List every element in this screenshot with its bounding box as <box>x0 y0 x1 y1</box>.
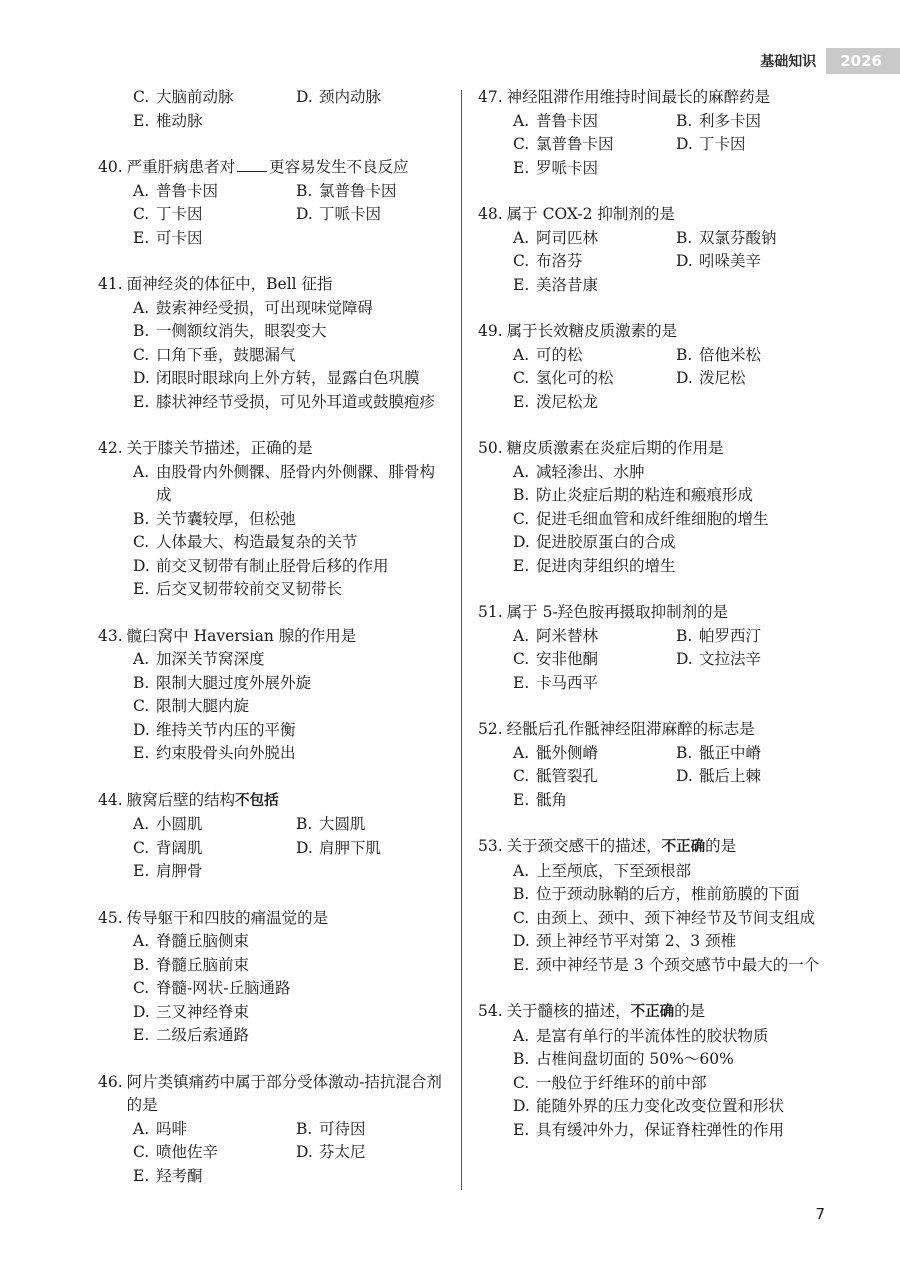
question-stem: 关于膝关节描述，正确的是 <box>126 439 313 457</box>
question-stem: 关于颈交感干的描述，不正确的是 <box>506 837 737 855</box>
question-45 <box>98 907 448 1048</box>
option-A: A. 脊髓丘脑侧束 <box>133 932 250 950</box>
option-A: A. 小圆肌 <box>133 815 203 833</box>
option-E: E. 骶角 <box>513 790 568 809</box>
option-C: C. 由颈上、颈中、颈下神经节及节间支组成 <box>513 908 816 927</box>
option-B: B. 双氯芬酸钠 <box>676 228 777 247</box>
option-C: C. 一般位于纤维环的前中部 <box>513 1073 707 1092</box>
option-E: E. 后交叉韧带较前交叉韧带长 <box>133 580 343 598</box>
right-column <box>478 86 858 1165</box>
option-C: C. 促进毛细血管和成纤维细胞的增生 <box>513 509 769 528</box>
question-stem: 面神经炎的体征中，Bell 征指 <box>126 275 333 293</box>
option-C: C. 大脑前动脉 <box>133 88 234 106</box>
option-B: B. 防止炎症后期的粘连和瘢痕形成 <box>513 486 754 504</box>
option-E: E. 约束股骨头向外脱出 <box>133 744 296 762</box>
option-D: D. 骶后上棘 <box>676 767 762 785</box>
option-E: E. 椎动脉 <box>133 111 203 130</box>
option-B: B. 帕罗西汀 <box>676 626 762 645</box>
option-E: E. 具有缓冲外力，保证脊柱弹性的作用 <box>513 1120 785 1139</box>
question-51 <box>478 601 858 695</box>
option-B: B. 氯普鲁卡因 <box>296 181 397 200</box>
option-A: A. 普鲁卡因 <box>133 181 219 200</box>
option-E: E. 泼尼松龙 <box>513 392 599 411</box>
question-42 <box>98 437 448 602</box>
option-A: A. 阿司匹林 <box>513 228 599 247</box>
option-E: E. 可卡因 <box>133 228 203 247</box>
option-C: C. 安非他酮 <box>513 650 599 668</box>
option-B: B. 一侧额纹消失，眼裂变大 <box>133 322 327 340</box>
question-stem: 经骶后孔作骶神经阻滞麻醉的标志是 <box>506 720 755 738</box>
question-stem: 属于长效糖皮质激素的是 <box>506 322 678 340</box>
question-stem: 神经阻滞作用维持时间最长的麻醉药是 <box>506 88 771 106</box>
option-E: E. 促进肉芽组织的增生 <box>513 556 676 575</box>
option-E: E. 罗哌卡因 <box>513 158 599 177</box>
option-A: A. 吗啡 <box>133 1119 188 1138</box>
option-D: D. 芬太尼 <box>296 1143 366 1161</box>
option-E: E. 肩胛骨 <box>133 862 203 880</box>
question-number: 40. <box>98 158 123 176</box>
option-A: A. 由股骨内外侧髁、胫骨内外侧髁、腓骨构成 <box>133 462 436 504</box>
option-D: D. 丁卡因 <box>676 135 746 153</box>
option-B: B. 关节囊较厚，但松弛 <box>133 509 296 528</box>
question-number: 46. <box>98 1072 123 1091</box>
question-stem: 属于 5-羟色胺再摄取抑制剂的是 <box>506 603 729 621</box>
option-C: C. 氢化可的松 <box>513 369 614 387</box>
question-number: 45. <box>98 908 123 927</box>
question-48 <box>478 203 858 297</box>
question-number: 50. <box>478 439 503 457</box>
option-D: D. 三叉神经脊束 <box>133 1002 250 1021</box>
option-A: A. 减轻渗出、水肿 <box>513 462 645 481</box>
question-40 <box>98 156 448 250</box>
left-column <box>98 86 448 1211</box>
answer-blank <box>237 157 267 172</box>
option-B: B. 可待因 <box>296 1119 366 1138</box>
option-D: D. 颈内动脉 <box>296 88 382 106</box>
option-B: B. 脊髓丘脑前束 <box>133 955 250 974</box>
option-D: D. 闭眼时眼球向上外方转，显露白色巩膜 <box>133 369 420 387</box>
question-46 <box>98 1071 448 1189</box>
option-B: B. 占椎间盘切面的 50%～60% <box>513 1050 734 1068</box>
question-stem: 属于 COX-2 抑制剂的是 <box>506 205 675 223</box>
question-number: 52. <box>478 720 503 738</box>
question-number: 44. <box>98 790 123 809</box>
option-D: D. 文拉法辛 <box>676 650 762 668</box>
question-number: 41. <box>98 275 123 293</box>
question-44 <box>98 789 448 884</box>
emphasis-text: 不包括 <box>235 792 279 809</box>
option-A: A. 鼓索神经受损，可出现味觉障碍 <box>133 298 374 317</box>
option-D: D. 吲哚美辛 <box>676 252 762 270</box>
option-E: E. 卡马西平 <box>513 673 599 692</box>
section-title: 基础知识 <box>760 54 817 70</box>
question-52 <box>478 718 858 812</box>
option-C: C. 背阔肌 <box>133 838 203 857</box>
question-stem: 髋臼窝中 Haversian 腺的作用是 <box>126 626 357 645</box>
option-B: B. 位于颈动脉鞘的后方，椎前筋膜的下面 <box>513 885 800 903</box>
option-C: C. 氯普鲁卡因 <box>513 135 614 153</box>
question-stem: 传导躯干和四肢的痛温觉的是 <box>126 908 329 927</box>
option-A: A. 是富有单行的半流体性的胶状物质 <box>513 1026 769 1045</box>
question-stem: 糖皮质激素在炎症后期的作用是 <box>506 439 724 457</box>
option-C: C. 口角下垂，鼓腮漏气 <box>133 345 296 364</box>
question-stem: 腋窝后壁的结构不包括 <box>126 790 279 809</box>
option-C: C. 布洛芬 <box>513 252 583 270</box>
option-C: C. 骶管裂孔 <box>513 767 599 785</box>
question-number: 47. <box>478 88 503 106</box>
option-B: B. 大圆肌 <box>296 815 366 833</box>
option-A: A. 骶外侧嵴 <box>513 743 599 762</box>
option-A: A. 加深关节窝深度 <box>133 650 265 668</box>
option-E: E. 颈中神经节是 3 个颈交感节中最大的一个 <box>513 955 820 974</box>
emphasis-text: 不正确 <box>630 1004 675 1020</box>
option-A: A. 上至颅底，下至颈根部 <box>513 861 692 880</box>
option-B: B. 倍他米松 <box>676 345 762 364</box>
option-D: D. 维持关节内压的平衡 <box>133 720 296 739</box>
option-C: C. 人体最大、构造最复杂的关节 <box>133 533 358 551</box>
option-A: A. 普鲁卡因 <box>513 111 599 130</box>
option-B: B. 利多卡因 <box>676 111 762 130</box>
option-E: E. 膝状神经节受损，可见外耳道或鼓膜疱疹 <box>133 392 436 411</box>
question-stem: 关于髓核的描述，不正确的是 <box>506 1002 706 1020</box>
option-D: D. 促进胶原蛋白的合成 <box>513 533 676 551</box>
option-D: D. 前交叉韧带有制止胫骨后移的作用 <box>133 556 389 575</box>
page-header <box>760 48 900 74</box>
question-47 <box>478 86 858 180</box>
question-43 <box>98 625 448 766</box>
question-number: 42. <box>98 439 123 457</box>
question-number: 51. <box>478 603 503 621</box>
option-D: D. 能随外界的压力变化改变位置和形状 <box>513 1097 785 1115</box>
option-D: D. 泼尼松 <box>676 369 746 387</box>
option-C: C. 喷他佐辛 <box>133 1143 219 1161</box>
page-number: 7 <box>815 1205 825 1223</box>
question-number: 49. <box>478 322 503 340</box>
question-number: 43. <box>98 626 123 645</box>
option-D: D. 颈上神经节平对第 2、3 颈椎 <box>513 932 737 950</box>
option-E: E. 二级后索通路 <box>133 1026 250 1044</box>
question-number: 48. <box>478 205 503 223</box>
option-E: E. 羟考酮 <box>133 1166 203 1185</box>
question-number: 53. <box>478 837 503 855</box>
option-A: A. 可的松 <box>513 345 583 364</box>
option-D: D. 肩胛下肌 <box>296 838 382 857</box>
question-50 <box>478 437 858 578</box>
question-53 <box>478 835 858 977</box>
question-49 <box>478 320 858 414</box>
question-54 <box>478 1000 858 1142</box>
column-divider <box>461 90 462 1190</box>
option-C: C. 丁卡因 <box>133 205 203 223</box>
year-badge: 2026 <box>826 48 900 74</box>
option-B: B. 限制大腿过度外展外旋 <box>133 673 312 692</box>
option-A: A. 阿米替林 <box>513 626 599 645</box>
question-stem: 严重肝病患者对 更容易发生不良反应 <box>126 158 409 176</box>
option-E: E. 美洛昔康 <box>513 275 599 294</box>
emphasis-text: 不正确 <box>661 839 706 855</box>
question-number: 54. <box>478 1002 503 1020</box>
question-41 <box>98 273 448 414</box>
option-B: B. 骶正中嵴 <box>676 743 762 762</box>
option-D: D. 丁哌卡因 <box>296 205 382 223</box>
option-C: C. 脊髓-网状-丘脑通路 <box>133 979 291 997</box>
question-stem: 阿片类镇痛药中属于部分受体激动-拮抗混合剂的是 <box>126 1072 442 1114</box>
question-39-tail <box>98 86 448 133</box>
option-C: C. 限制大腿内旋 <box>133 697 250 715</box>
